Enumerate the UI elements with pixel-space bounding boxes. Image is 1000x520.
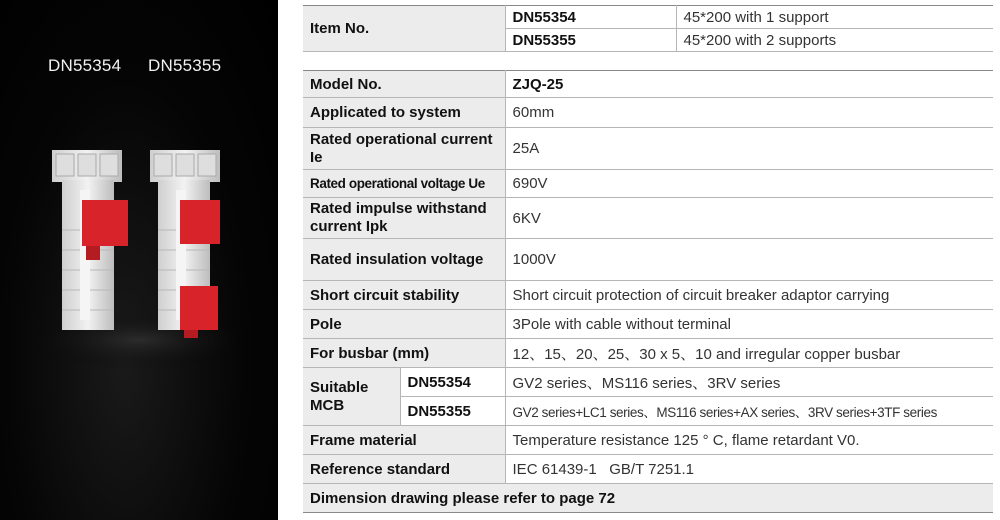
dimension-note: Dimension drawing please refer to page 72 <box>303 484 993 513</box>
rated-current-label: Rated operational current Ie <box>303 128 505 170</box>
short-circuit-label: Short circuit stability <box>303 281 505 310</box>
mcb-value-1: GV2 series、MS116 series、3RV series <box>505 368 993 397</box>
mcb-code-1: DN55354 <box>400 368 505 397</box>
product-image-panel <box>0 0 278 520</box>
item-code-1: DN55354 <box>505 6 676 29</box>
model-value: ZJQ-25 <box>505 71 993 98</box>
applicated-value: 60mm <box>505 98 993 128</box>
product-code-1: DN55354 <box>48 56 122 75</box>
product-code-2: DN55355 <box>148 56 222 75</box>
reference-value: IEC 61439-1 GB/T 7251.1 <box>505 455 993 484</box>
rated-voltage-label: Rated operational voltage Ue <box>303 170 505 198</box>
item-desc-2: 45*200 with 2 supports <box>676 29 993 52</box>
adaptor-2-shape <box>150 150 220 338</box>
pole-value: 3Pole with cable without terminal <box>505 310 993 339</box>
adaptor-1-shape <box>52 150 128 330</box>
spec-table <box>303 70 993 513</box>
busbar-label: For busbar (mm) <box>303 339 505 368</box>
frame-value: Temperature resistance 125 ° C, flame retardant V0. <box>505 426 993 455</box>
mcb-label: Suitable MCB <box>303 368 400 426</box>
impulse-value: 6KV <box>505 198 993 239</box>
item-code-2: DN55355 <box>505 29 676 52</box>
mcb-code-2: DN55355 <box>400 397 505 426</box>
item-table <box>303 5 993 52</box>
pole-label: Pole <box>303 310 505 339</box>
busbar-value: 12、15、20、25、30 x 5、10 and irregular copper busbar <box>505 339 993 368</box>
rated-current-value: 25A <box>505 128 993 170</box>
mcb-value-2: GV2 series+LC1 series、MS116 series+AX series、3RV series+3TF series <box>505 397 993 426</box>
impulse-label: Rated impulse withstand current Ipk <box>303 198 505 239</box>
applicated-label: Applicated to system <box>303 98 505 128</box>
item-no-label: Item No. <box>303 6 505 52</box>
insulation-label: Rated insulation voltage <box>303 239 505 281</box>
model-label: Model No. <box>303 71 505 98</box>
item-desc-1: 45*200 with 1 support <box>676 6 993 29</box>
short-circuit-value: Short circuit protection of circuit breaker adaptor carrying <box>505 281 993 310</box>
reference-label: Reference standard <box>303 455 505 484</box>
frame-label: Frame material <box>303 426 505 455</box>
insulation-value: 1000V <box>505 239 993 281</box>
rated-voltage-value: 690V <box>505 170 993 198</box>
product-illustration <box>0 0 278 520</box>
